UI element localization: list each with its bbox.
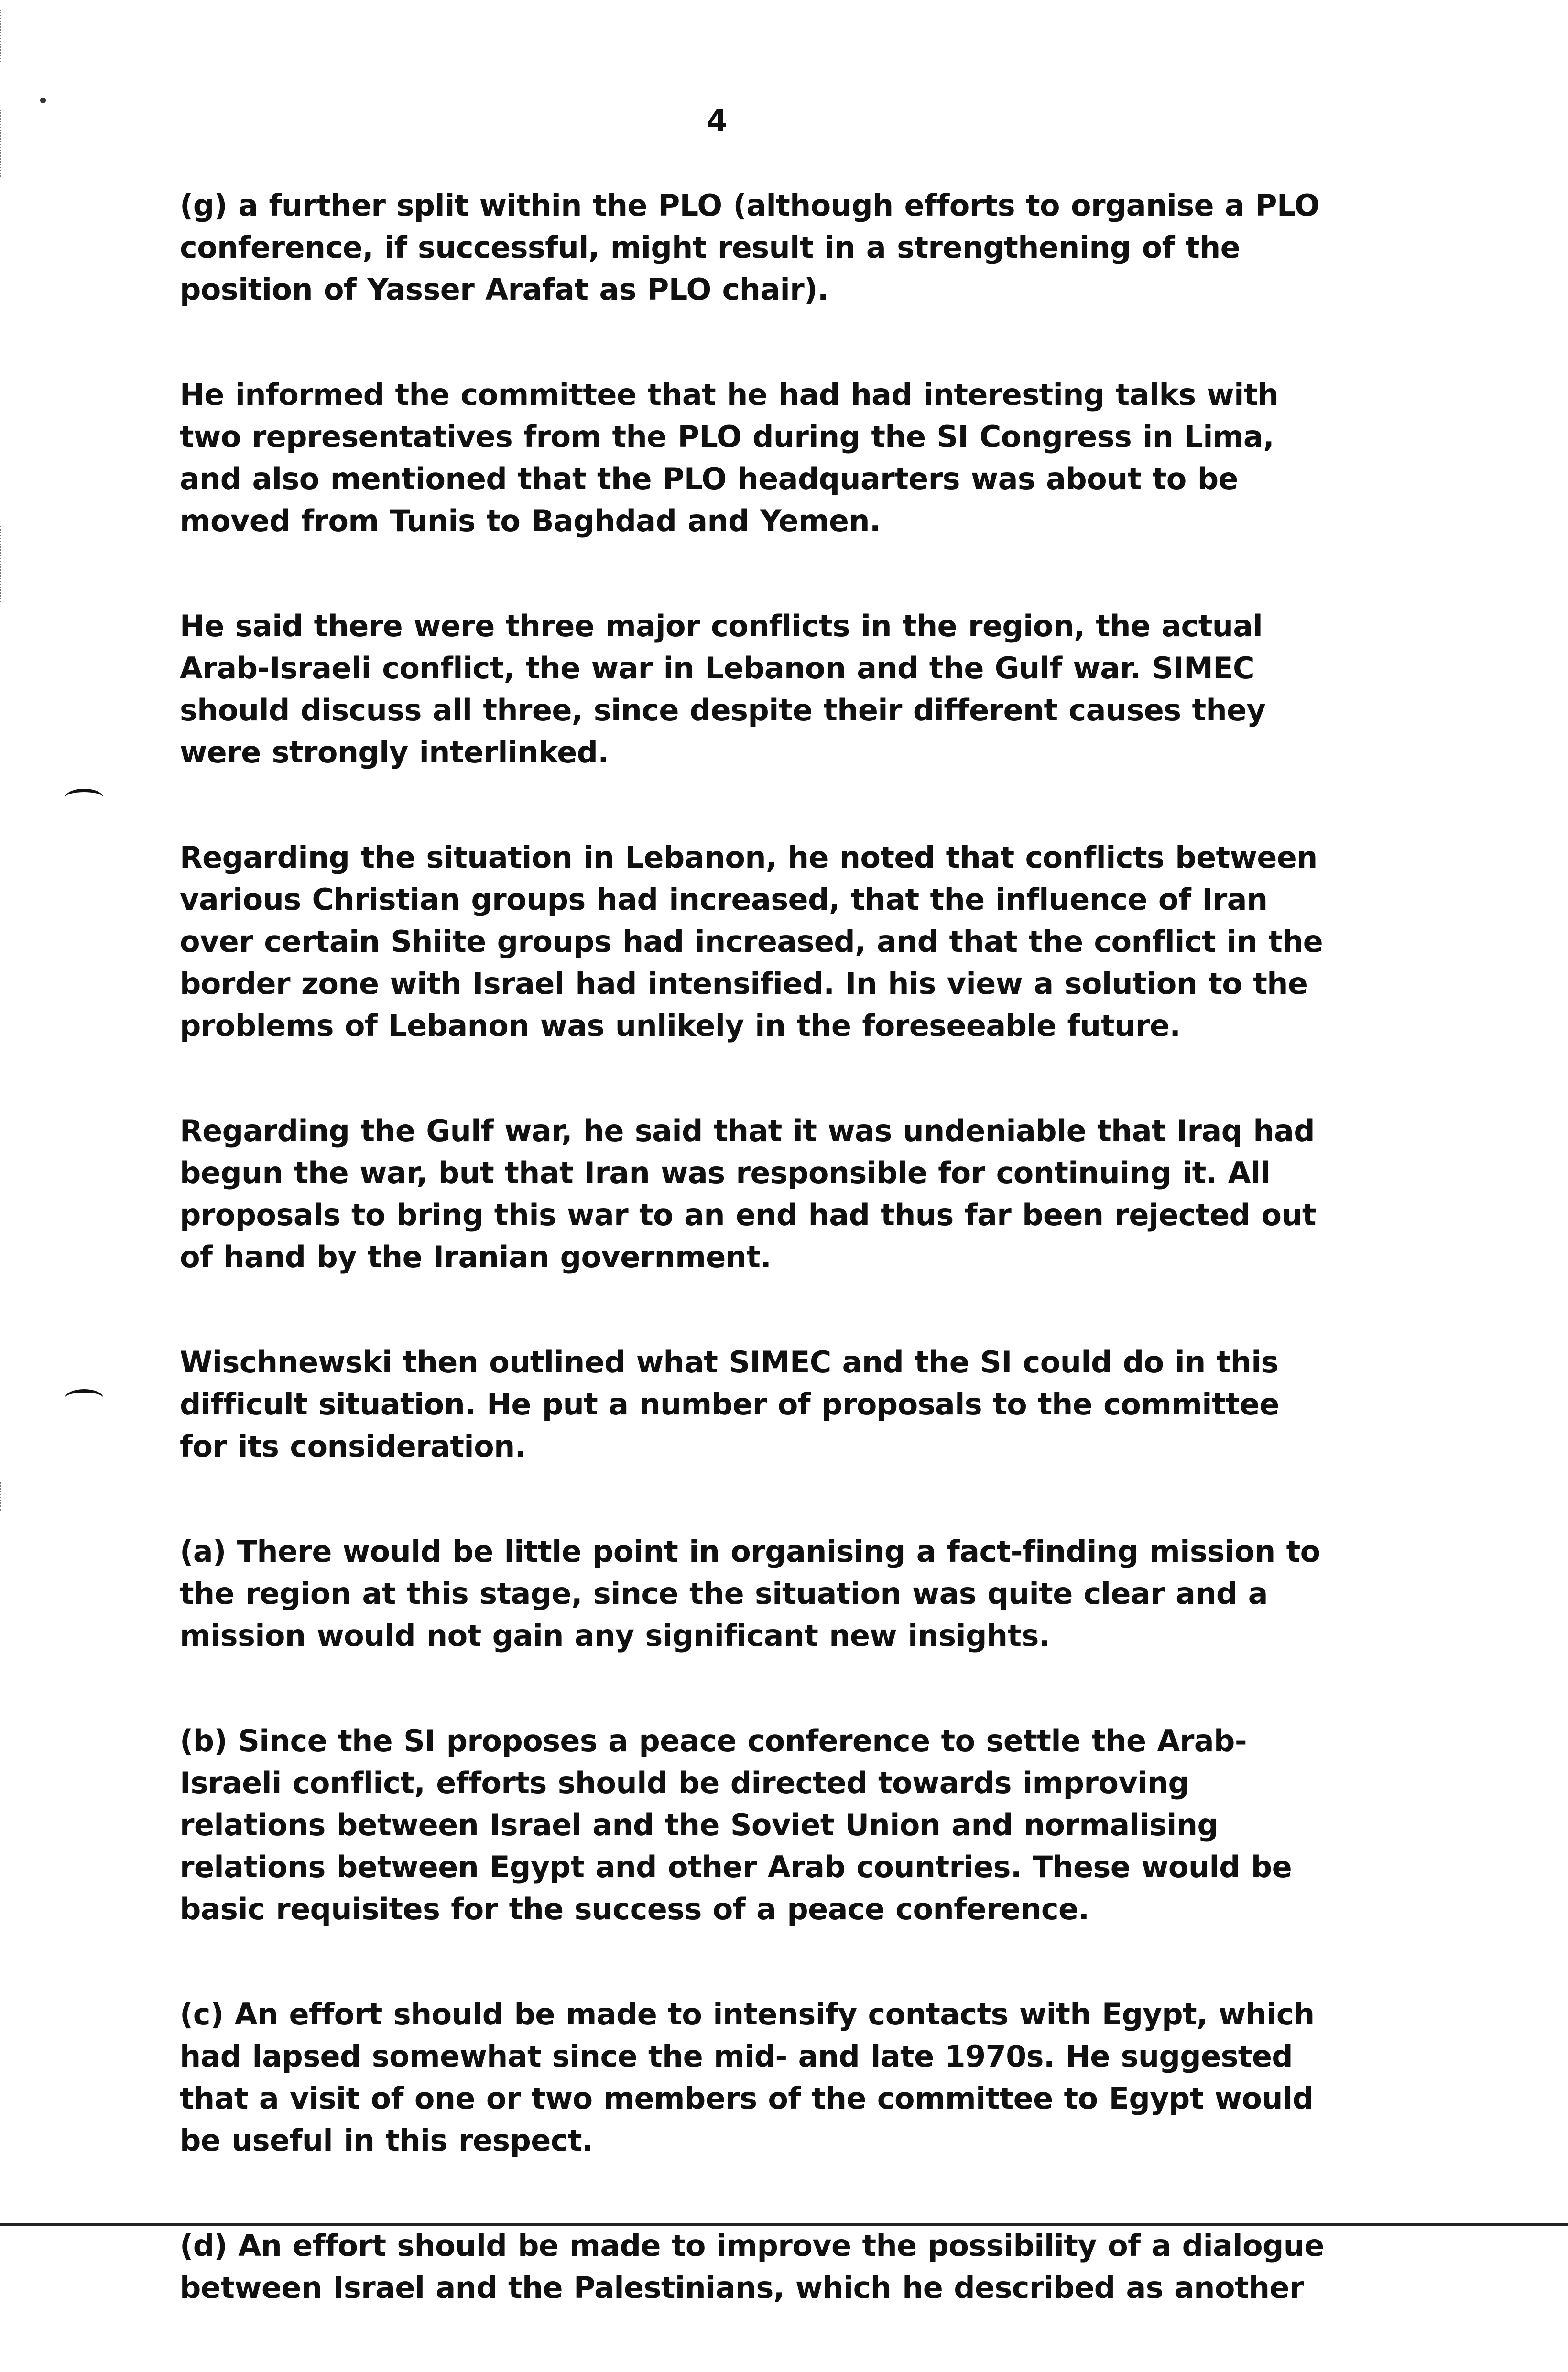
scan-edge-noise	[0, 10, 13, 62]
scan-speck	[40, 98, 46, 103]
paragraph-d-dialogue: (d) An effort should be made to improve the possibility of a dialogue between Israel and the Palestinians, which he described as another	[180, 2228, 1324, 2305]
scan-edge-noise	[0, 1482, 13, 1511]
paragraph-g-plo-split: (g) a further split within the PLO (although efforts to organise a PLO conference, if successful, might result in a strengthening of the position of Yasser Arafat as PLO chair).	[180, 188, 1319, 307]
paragraph-wischnewski-proposals: Wischnewski then outlined what SIMEC and the SI could do in this difficult situation. He put a number of proposals to the committee for its consideration.	[180, 1345, 1279, 1464]
paragraph-lebanon: Regarding the situation in Lebanon, he noted that conflicts between various Christian groups had increased, that the influence of Iran over certain Shiite groups had increased, and that the conflict in the border zone with Israel had intensified. In his view a solution to the problems of Lebanon was unlikely in the foreseeable future.	[180, 840, 1323, 1043]
page-number: 4	[707, 103, 728, 138]
paragraph-b-peace-conference: (b) Since the SI proposes a peace conference to settle the Arab-Israeli conflict, efforts should be directed towards improving relations between Israel and the Soviet Union and normalising relations between Egypt and other Arab countries. These would be basic requisites for the success of a peace conference.	[180, 1723, 1292, 1926]
page-bottom-edge-line	[0, 2223, 1568, 2226]
paragraph-three-conflicts: He said there were three major conflicts in the region, the actual Arab-Israeli conflict, the war in Lebanon and the Gulf war. SIMEC should discuss all three, since despite their different causes they were strongly interlinked.	[180, 609, 1266, 770]
scan-edge-noise	[0, 526, 13, 602]
document-body	[180, 185, 1337, 2372]
scan-edge-noise	[0, 110, 13, 177]
paragraph-c-egypt-contacts: (c) An effort should be made to intensify contacts with Egypt, which had lapsed somewhat since the mid- and late 1970s. He suggested that a visit of one or two members of the committee to Egypt would be useful in this respect.	[180, 1997, 1315, 2158]
paragraph-a-fact-finding: (a) There would be little point in organising a fact-finding mission to the region at this stage, since the situation was quite clear and a mission would not gain any significant new insights.	[180, 1534, 1320, 1653]
paragraph-plo-talks: He informed the committee that he had had interesting talks with two representatives from the PLO during the SI Congress in Lima, and also mentioned that the PLO headquarters was about to be moved from Tunis to Baghdad and Yemen.	[180, 377, 1279, 538]
paragraph-gulf-war: Regarding the Gulf war, he said that it was undeniable that Iraq had begun the war, but that Iran was responsible for continuing it. All proposals to bring this war to an end had thus far been rejected out of hand by the Iranian government.	[180, 1113, 1316, 1274]
margin-bracket-mark	[65, 1389, 103, 1407]
margin-bracket-mark	[65, 789, 103, 806]
